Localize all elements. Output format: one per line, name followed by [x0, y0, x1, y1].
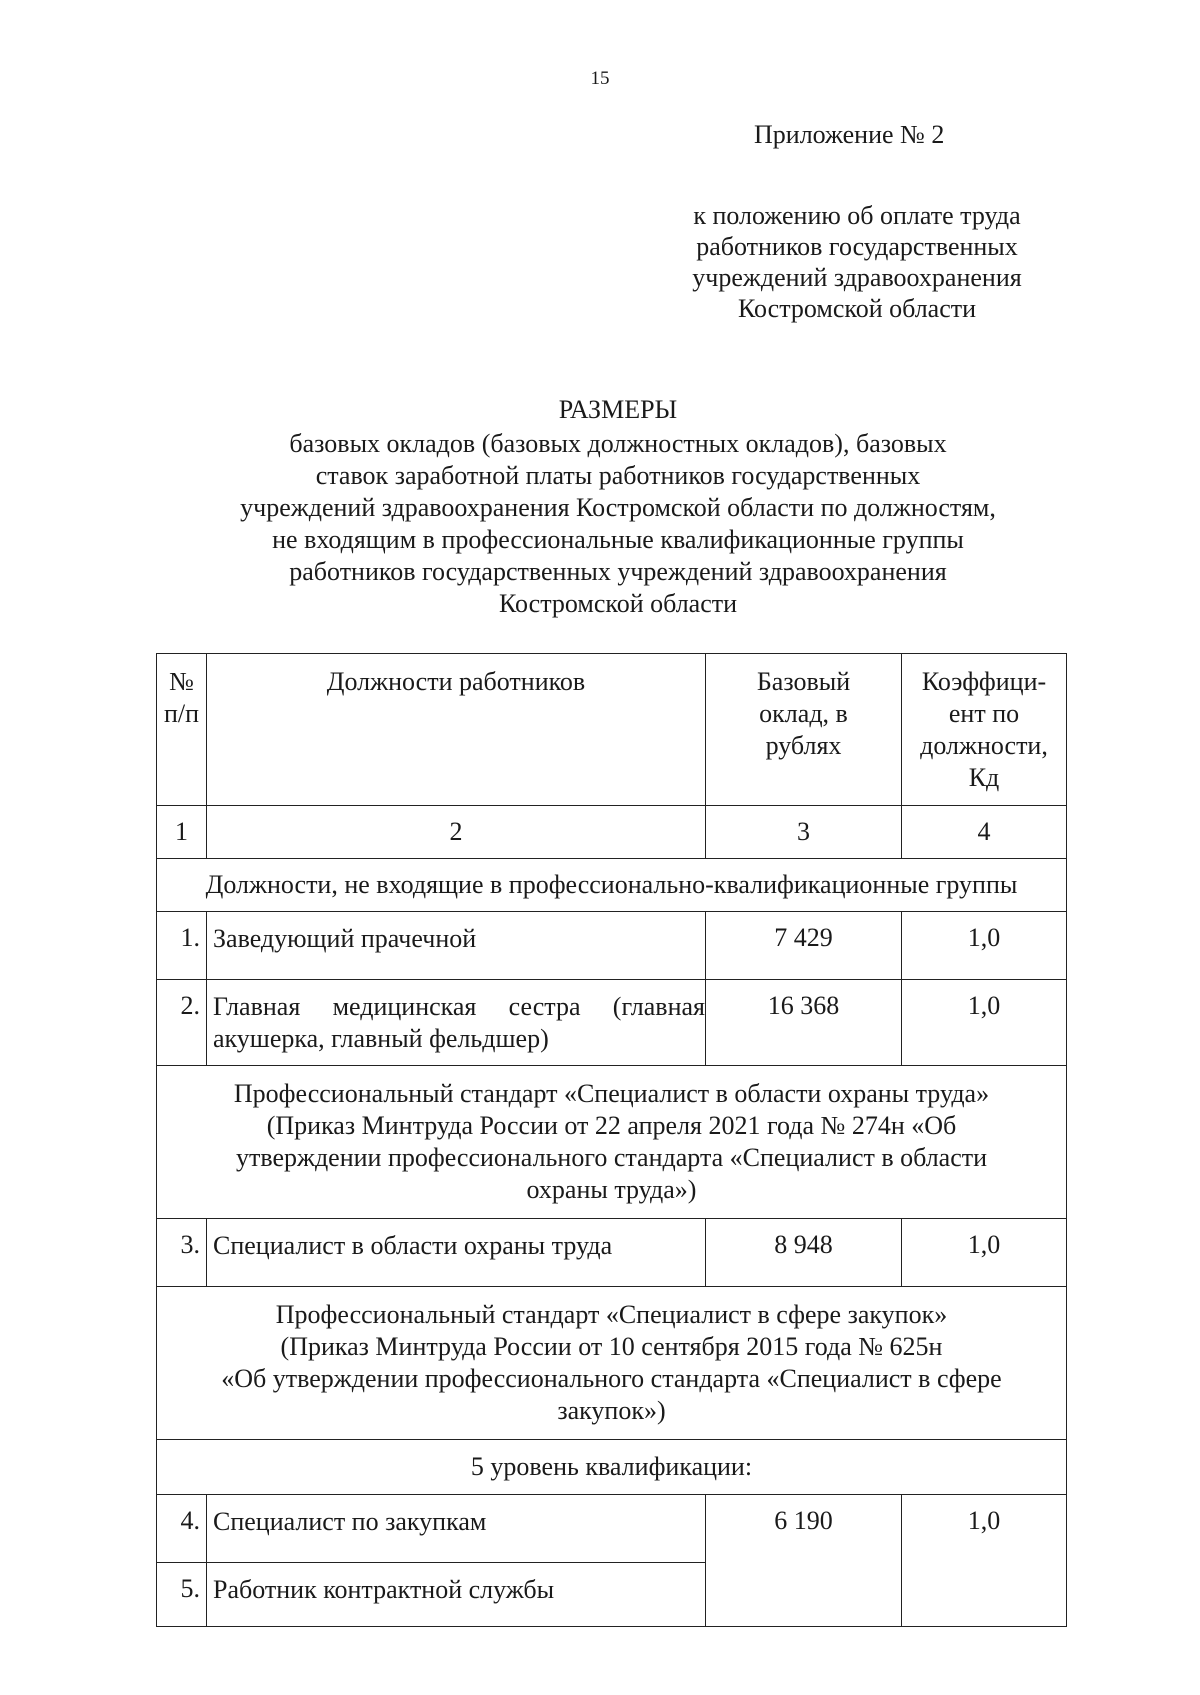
subtitle-line: учреждений здравоохранения Костромской области по должностям,: [240, 493, 996, 522]
subtitle-line: работников государственных учреждений здравоохранения: [289, 557, 947, 586]
row-position: Специалист по закупкам: [207, 1495, 706, 1563]
row-salary: 8 948: [706, 1219, 902, 1287]
row-coefficient: 1,0: [902, 912, 1067, 980]
header-coefficient-line: Кд: [968, 763, 1000, 792]
section-heading-line: охраны труда»): [526, 1175, 697, 1204]
page-number: 15: [590, 68, 610, 89]
table-row: [157, 912, 1067, 980]
table-row: [157, 980, 1067, 1066]
header-salary-line: рублях: [765, 731, 842, 760]
section-heading: Должности, не входящие в профессионально-квалификационные группы: [157, 859, 1067, 912]
row-number: 3.: [157, 1219, 207, 1287]
section-row: [157, 1287, 1067, 1440]
header-number: [157, 654, 207, 806]
row-number: 1.: [157, 912, 207, 980]
subtitle-line: не входящим в профессиональные квалификационные группы: [272, 525, 964, 554]
row-position: Заведующий прачечной: [207, 912, 706, 980]
section-heading-line: утверждении профессионального стандарта «Специалист в области: [235, 1143, 988, 1172]
header-salary-line: Базовый: [756, 667, 851, 696]
section-row: [157, 1440, 1067, 1495]
appendix-reference: [672, 200, 1042, 324]
row-coefficient: 1,0: [902, 1495, 1067, 1627]
section-heading-line: «Об утверждении профессионального стандарта «Специалист в сфере: [221, 1364, 1002, 1393]
row-number: 2.: [157, 980, 207, 1066]
row-coefficient: 1,0: [902, 980, 1067, 1066]
table-row: [157, 1495, 1067, 1563]
column-number: 3: [706, 806, 902, 859]
row-number: 4.: [157, 1495, 207, 1563]
section-row: [157, 859, 1067, 912]
subtitle-line: Костромской области: [498, 589, 738, 618]
header-coefficient-line: должности,: [920, 731, 1048, 760]
column-number: 4: [902, 806, 1067, 859]
section-heading-line: Профессиональный стандарт «Специалист в области охраны труда»: [233, 1079, 990, 1108]
appendix-reference-line: работников государственных: [696, 232, 1018, 261]
header-coefficient: [902, 654, 1067, 806]
column-number: 1: [157, 806, 207, 859]
section-heading-line: Профессиональный стандарт «Специалист в сфере закупок»: [275, 1300, 948, 1329]
subtitle-line: ставок заработной платы работников государственных: [315, 461, 921, 490]
section-heading-line: закупок»): [557, 1396, 666, 1425]
row-coefficient: 1,0: [902, 1219, 1067, 1287]
row-number: 5.: [157, 1563, 207, 1627]
header-position-text: Должности работников: [326, 667, 586, 696]
document-title: РАЗМЕРЫ: [558, 395, 678, 424]
header-salary: [706, 654, 902, 806]
qualification-level-heading: 5 уровень квалификации:: [157, 1440, 1067, 1495]
table-row: [157, 1219, 1067, 1287]
appendix-title: Приложение № 2: [754, 120, 945, 149]
section-heading: [157, 1287, 1067, 1440]
section-heading-line: (Приказ Минтруда России от 22 апреля 2021 года № 274н «Об: [266, 1111, 957, 1140]
appendix-reference-line: к положению об оплате труда: [693, 201, 1021, 230]
appendix-reference-line: Костромской области: [737, 294, 977, 323]
header-coefficient-line: ент по: [948, 699, 1020, 728]
row-salary: 7 429: [706, 912, 902, 980]
header-salary-line: оклад, в: [759, 699, 848, 728]
header-coefficient-line: Коэффици-: [921, 667, 1047, 696]
row-position: Специалист в области охраны труда: [207, 1219, 706, 1287]
subtitle-line: базовых окладов (базовых должностных окладов), базовых: [289, 429, 947, 458]
document-subtitle: [150, 428, 1086, 620]
header-position: [207, 654, 706, 806]
column-number-row: [157, 806, 1067, 859]
salary-table: [156, 653, 1067, 1627]
section-row: [157, 1066, 1067, 1219]
row-position: Работник контрактной службы: [207, 1563, 706, 1627]
section-heading: [157, 1066, 1067, 1219]
header-number-line: №: [169, 667, 194, 696]
row-position: Главная медицинская сестра (главная акушерка, главный фельдшер): [207, 980, 706, 1066]
table-header-row: [157, 654, 1067, 806]
header-number-line: п/п: [163, 699, 200, 728]
row-salary: 16 368: [706, 980, 902, 1066]
row-salary: 6 190: [706, 1495, 902, 1627]
column-number: 2: [207, 806, 706, 859]
section-heading-line: (Приказ Минтруда России от 10 сентября 2015 года № 625н: [280, 1332, 943, 1361]
appendix-reference-line: учреждений здравоохранения: [692, 263, 1022, 292]
